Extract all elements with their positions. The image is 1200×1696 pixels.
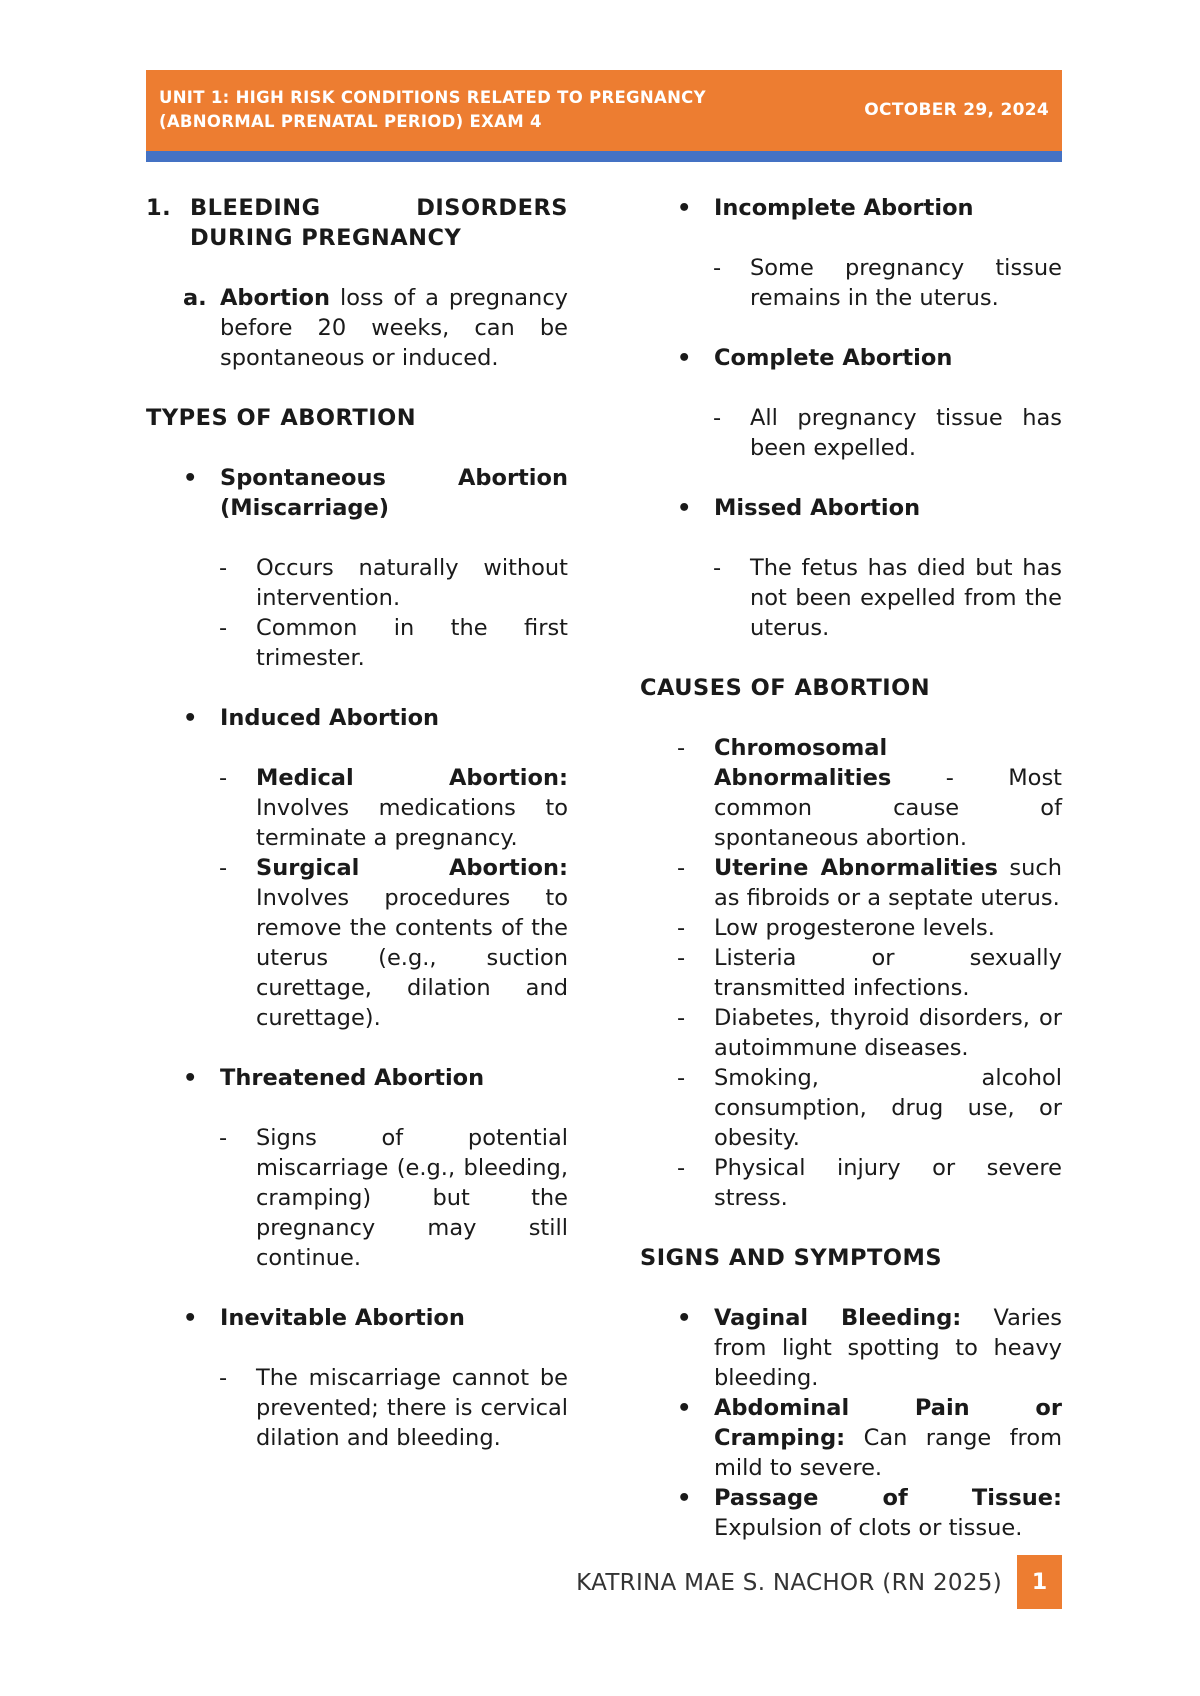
abortion-term: Abortion (220, 285, 331, 311)
cause-3: Low progesterone levels. (714, 915, 995, 941)
list-item (677, 1003, 1062, 1063)
spontaneous-item-1: Occurs naturally without intervention. (256, 555, 568, 611)
list-item (677, 343, 1062, 373)
causes-heading: CAUSES OF ABORTION (640, 675, 931, 701)
sign-2-term: Abdominal Pain or Cramping: (714, 1395, 1062, 1451)
bullet-icon: • (677, 345, 692, 371)
incomplete-text: Some pregnancy tissue remains in the uterus. (750, 255, 1062, 311)
spontaneous-title: Spontaneous Abortion (Miscarriage) (220, 465, 568, 521)
list-item (219, 613, 568, 673)
list-item (677, 1393, 1062, 1483)
dash-icon: - (677, 735, 686, 761)
bullet-icon: • (183, 1065, 198, 1091)
signs-heading: SIGNS AND SYMPTOMS (640, 1245, 943, 1271)
list-item (677, 493, 1062, 523)
bullet-icon: • (183, 1305, 198, 1331)
footer-author: KATRINA MAE S. NACHOR (RN 2025) (576, 1570, 1002, 1596)
list-item (219, 1363, 568, 1453)
cause-1-term: Chromosomal Abnormalities (714, 735, 892, 791)
section-heading (146, 193, 568, 253)
list-item (713, 553, 1062, 643)
list-item (677, 913, 1062, 943)
list-item (219, 763, 568, 853)
missed-text: The fetus has died but has not been expelled from the uterus. (750, 555, 1062, 641)
dash-icon: - (677, 1065, 686, 1091)
list-item (677, 853, 1062, 913)
list-item (677, 1303, 1062, 1393)
list-item (677, 1483, 1062, 1543)
spontaneous-item-2: Common in the first trimester. (256, 615, 568, 671)
list-item (677, 733, 1062, 853)
dash-icon: - (677, 915, 686, 941)
dash-icon: - (677, 1005, 686, 1031)
dash-icon: - (219, 1125, 228, 1151)
sign-1-text: Varies from light spotting to heavy bleeding. (714, 1305, 1062, 1391)
inevitable-text: The miscarriage cannot be prevented; there is cervical dilation and bleeding. (256, 1365, 568, 1451)
bullet-icon: • (677, 1395, 692, 1421)
list-item (677, 1153, 1062, 1213)
dash-icon: - (219, 765, 228, 791)
bullet-icon: • (677, 495, 692, 521)
inevitable-title: Inevitable Abortion (220, 1305, 465, 1331)
bullet-icon: • (677, 195, 692, 221)
header-rule (146, 151, 1062, 162)
header-title-line1: UNIT 1: HIGH RISK CONDITIONS RELATED TO PREGNANCY (159, 88, 706, 107)
complete-text: All pregnancy tissue has been expelled. (750, 405, 1062, 461)
sign-2-text: Can range from mild to severe. (714, 1425, 1062, 1481)
cause-2-text: such as fibroids or a septate uterus. (714, 855, 1062, 911)
dash-icon: - (677, 1155, 686, 1181)
surgical-term: Surgical Abortion: (256, 855, 568, 881)
complete-title: Complete Abortion (714, 345, 953, 371)
list-item (219, 553, 568, 613)
abortion-letter: a. (183, 285, 207, 311)
page-number: 1 (1017, 1555, 1062, 1609)
dash-icon: - (713, 555, 722, 581)
bullet-icon: • (677, 1305, 692, 1331)
dash-icon: - (219, 855, 228, 881)
left-column (146, 193, 568, 1453)
induced-title: Induced Abortion (220, 705, 440, 731)
header-date: OCTOBER 29, 2024 (864, 100, 1049, 120)
abortion-definition (183, 283, 568, 373)
incomplete-title: Incomplete Abortion (714, 195, 974, 221)
cause-4: Listeria or sexually transmitted infections. (714, 945, 1062, 1001)
dash-icon: - (219, 1365, 228, 1391)
cause-2-term: Uterine Abnormalities (714, 855, 998, 881)
section-number: 1. (146, 195, 172, 221)
medical-term: Medical Abortion: (256, 765, 568, 791)
bullet-icon: • (183, 705, 198, 731)
list-item (677, 1063, 1062, 1153)
cause-5: Diabetes, thyroid disorders, or autoimmune diseases. (714, 1005, 1062, 1061)
list-item (677, 193, 1062, 223)
list-item (219, 853, 568, 1033)
list-item (713, 403, 1062, 463)
dash-icon: - (677, 945, 686, 971)
list-item (183, 463, 568, 523)
abortion-def: loss of a pregnancy before 20 weeks, can be spontaneous or induced. (220, 285, 568, 371)
missed-title: Missed Abortion (714, 495, 921, 521)
cause-6: Smoking, alcohol consumption, drug use, or obesity. (714, 1065, 1062, 1151)
page-header (146, 70, 1062, 151)
cause-7: Physical injury or severe stress. (714, 1155, 1062, 1211)
list-item (677, 943, 1062, 1003)
dash-icon: - (219, 555, 228, 581)
threatened-text: Signs of potential miscarriage (e.g., bleeding, cramping) but the pregnancy may still continue. (256, 1125, 568, 1271)
dash-icon: - (713, 405, 722, 431)
types-heading: TYPES OF ABORTION (146, 405, 417, 431)
medical-text: Involves medications to terminate a pregnancy. (256, 795, 568, 851)
dash-icon: - (713, 255, 722, 281)
bullet-icon: • (677, 1485, 692, 1511)
list-item (183, 1303, 568, 1333)
dash-icon: - (219, 615, 228, 641)
surgical-text: Involves procedures to remove the contents of the uterus (e.g., suction curettage, dilation and curettage). (256, 885, 568, 1031)
section-title: BLEEDING DISORDERS DURING PREGNANCY (190, 195, 568, 251)
header-title-line2: (ABNORMAL PRENATAL PERIOD) EXAM 4 (159, 112, 542, 131)
sign-1-term: Vaginal Bleeding: (714, 1305, 962, 1331)
header-title (159, 86, 719, 134)
dash-icon: - (677, 855, 686, 881)
list-item (219, 1123, 568, 1273)
right-column (640, 193, 1062, 1543)
bullet-icon: • (183, 465, 198, 491)
list-item (183, 1063, 568, 1093)
sign-3-term: Passage of Tissue: (714, 1485, 1062, 1511)
list-item (713, 253, 1062, 313)
cause-1-text: - Most common cause of spontaneous abortion. (714, 765, 1062, 851)
sign-3-text: Expulsion of clots or tissue. (714, 1515, 1023, 1541)
list-item (183, 703, 568, 733)
threatened-title: Threatened Abortion (220, 1065, 485, 1091)
